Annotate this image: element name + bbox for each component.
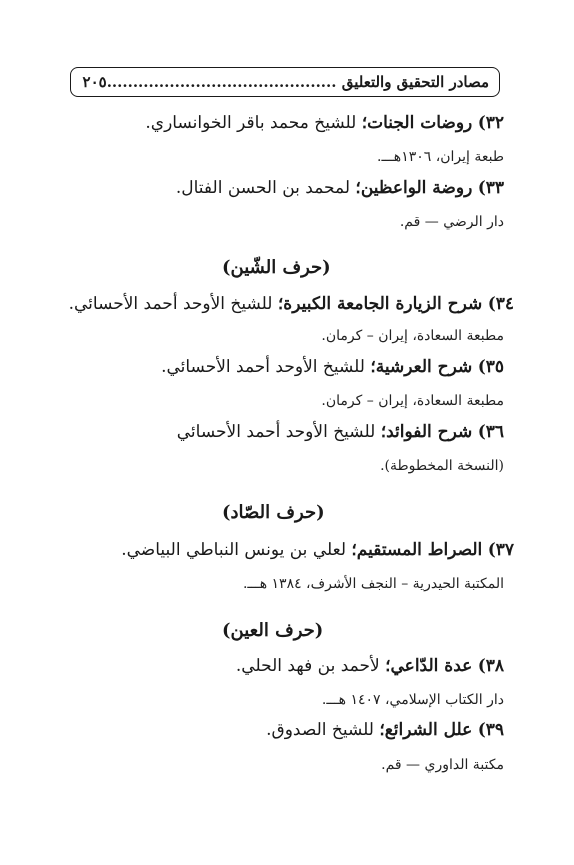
section-heading-ain: (حرف العين) xyxy=(222,620,324,641)
entry-number: ٣٧) xyxy=(487,540,514,560)
entry-title: شرح الفوائد؛ xyxy=(380,422,473,442)
entry-34-publisher: مطبعة السعادة، إيران – كرمان. xyxy=(321,328,504,344)
entry-39 xyxy=(266,720,504,740)
entry-number: ٣٢) xyxy=(477,113,504,133)
section-heading-sad: (حرف الصّاد) xyxy=(222,502,325,523)
entry-37 xyxy=(121,540,514,560)
running-header-text: مصادر التحقيق والتعليق ............................................٢٠٥ xyxy=(82,73,489,91)
entry-33 xyxy=(176,178,504,198)
entry-39-publisher: مكتبة الداوري — قم. xyxy=(381,757,504,773)
entry-34 xyxy=(69,294,514,314)
entry-title: روضات الجنات؛ xyxy=(361,113,473,133)
entry-number: ٣٨) xyxy=(477,656,504,676)
section-heading-shin: (حرف الشّين) xyxy=(222,257,331,278)
entry-36-publisher: (النسخة المخطوطة). xyxy=(380,458,504,474)
entry-title: الصراط المستقيم؛ xyxy=(351,540,483,560)
entry-36 xyxy=(177,422,504,442)
running-header xyxy=(70,67,500,97)
entry-number: ٣٤) xyxy=(487,294,514,314)
entry-author: لمحمد بن الحسن الفتال. xyxy=(175,178,356,198)
entry-title: روضة الواعظين؛ xyxy=(355,178,473,198)
entry-title: شرح العرشية؛ xyxy=(370,357,473,377)
entry-number: ٣٣) xyxy=(477,178,504,198)
entry-author: للشيخ محمد باقر الخوانساري. xyxy=(145,113,362,133)
entry-number: ٣٥) xyxy=(477,357,504,377)
entry-35-publisher: مطبعة السعادة، إيران – كرمان. xyxy=(321,393,504,409)
entry-author: للشيخ الأوحد أحمد الأحسائي. xyxy=(161,357,371,377)
entry-author: لأحمد بن فهد الحلي. xyxy=(235,656,386,676)
entry-number: ٣٩) xyxy=(477,720,504,740)
entry-32-publisher: طبعة إيران، ١٣٠٦هـــ. xyxy=(377,149,504,165)
entry-37-publisher: المكتبة الحيدرية – النجف الأشرف، ١٣٨٤ هـــ. xyxy=(242,576,504,592)
entry-title: عدة الدّاعي؛ xyxy=(385,656,473,676)
entry-35 xyxy=(161,357,504,377)
entry-title: علل الشرائع؛ xyxy=(379,720,473,740)
entry-38-publisher: دار الكتاب الإسلامي، ١٤٠٧ هـــ. xyxy=(321,692,504,708)
entry-author: لعلي بن يونس النباطي البياضي. xyxy=(121,540,352,560)
entry-author: للشيخ الأوحد أحمد الأحسائي xyxy=(176,422,381,442)
entry-33-publisher: دار الرضي — قم. xyxy=(399,214,504,230)
entry-32 xyxy=(145,113,504,133)
entry-title: شرح الزيارة الجامعة الكبيرة؛ xyxy=(277,294,483,314)
entry-author: للشيخ الصدوق. xyxy=(266,720,380,740)
entry-author: للشيخ الأوحد أحمد الأحسائي. xyxy=(68,294,278,314)
entry-number: ٣٦) xyxy=(477,422,504,442)
entry-38 xyxy=(236,656,504,676)
